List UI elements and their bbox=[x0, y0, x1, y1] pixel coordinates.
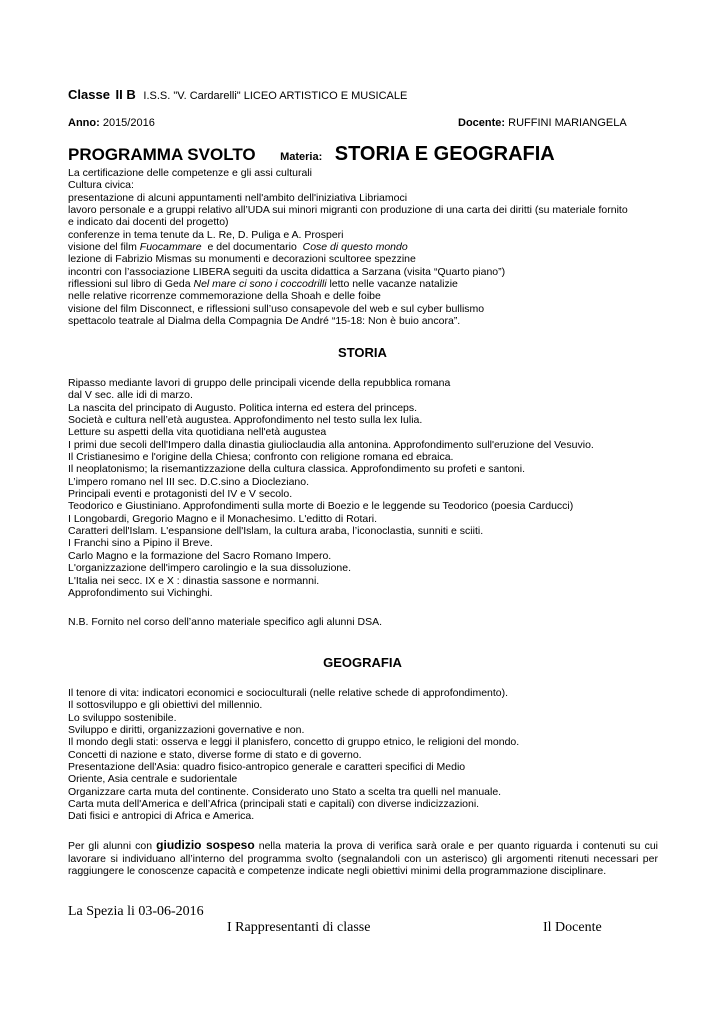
storia-line: I Franchi sino a Pipino il Breve. bbox=[68, 537, 213, 550]
intro-line: Cultura civica: bbox=[68, 179, 134, 192]
geografia-line: Presentazione dell'Asia: quadro fisico-antropico generale e caratteri specifici di Medio bbox=[68, 761, 466, 774]
giudizio-paragraph: Per gli alunni con giudizio sospeso nella materia la prova di verifica sarà orale e per quanto riguarda i contenuti su cui lavorare si individuano all’interno del programma svolto (segnalandoli con un asterisco) gli argomenti ritenuti necessari per raggiungere le conoscenze capacità e competenze indicate negli obiettivi minimi della programmazione disciplinare. bbox=[68, 838, 659, 877]
film-line: visione del film Fuocammare e del documentario Cose di questo mondo bbox=[68, 241, 408, 254]
geografia-line: Oriente, Asia centrale e sudorientale bbox=[68, 773, 238, 786]
intro-line: La certificazione delle competenze e gli assi culturali bbox=[68, 167, 312, 179]
storia-line: Caratteri dell'Islam. L'espansione dell'Islam, la cultura araba, l’iconoclastia, sunniti e sciiti. bbox=[68, 525, 484, 538]
geografia-line: Il sottosviluppo e gli obiettivi del millennio. bbox=[68, 699, 263, 712]
storia-heading: STORIA bbox=[338, 345, 387, 360]
storia-line: dal V sec. alle idi di marzo. bbox=[68, 389, 193, 402]
materia-value: STORIA E GEOGRAFIA bbox=[334, 143, 555, 165]
giudizio-bold: giudizio sospeso bbox=[156, 838, 255, 852]
school-name: I.S.S. "V. Cardarelli" LICEO ARTISTICO E MUSICALE bbox=[143, 90, 408, 102]
film-title: Fuocammare bbox=[139, 241, 202, 254]
geografia-line: Organizzare carta muta del continente. Considerato uno Stato a scelta tra quelli nel manuale. bbox=[68, 785, 502, 798]
classe-label: Classe bbox=[68, 87, 110, 102]
intro-line: lavoro personale e a gruppi relativo all’UDA sui minori migranti con produzione di una carta dei diritti (su materiale fornito bbox=[68, 204, 628, 217]
documentary-title: Cose di questo mondo bbox=[302, 241, 408, 254]
book-title: Nel mare ci sono i coccodrilli bbox=[193, 278, 327, 291]
intro-line: visione del film Disconnect, e riflessioni sull’uso consapevole del web e sul cyber bullismo bbox=[68, 302, 485, 315]
geografia-line: Il mondo degli stati: osserva e leggi il planisfero, concetto di gruppo etnico, le religioni del mondo. bbox=[68, 736, 520, 749]
intro-line: spettacolo teatrale al Dialma della Compagnia De André “15-18: Non è buio ancora”. bbox=[68, 315, 461, 328]
page-title bbox=[68, 143, 555, 166]
storia-line: I primi due secoli dell'Impero dalla dinastia giulioclaudia alla antonina. Approfondimento sull'eruzione del Vesuvio. bbox=[68, 438, 594, 451]
docente-value: RUFFINI MARIANGELA bbox=[508, 117, 627, 129]
geografia-line: Lo sviluppo sostenibile. bbox=[68, 711, 177, 724]
geografia-block bbox=[68, 687, 519, 823]
geografia-line: Carta muta dell'America e dell’Africa (principali stati e capitali) con diverse indicizzazioni. bbox=[68, 798, 480, 811]
storia-line: L'Italia nei secc. IX e X : dinastia sassone e normanni. bbox=[68, 574, 320, 587]
class-line bbox=[68, 87, 407, 102]
dsa-note: N.B. Fornito nel corso dell’anno materiale specifico agli alunni DSA. bbox=[68, 616, 382, 628]
intro-line: e indicato dai docenti del progetto) bbox=[68, 216, 229, 229]
storia-line: I Longobardi, Gregorio Magno e il Monachesimo. L'editto di Rotari. bbox=[68, 512, 378, 525]
anno-line bbox=[68, 117, 155, 130]
geografia-line: Sviluppo e diritti, organizzazioni governative e non. bbox=[68, 724, 305, 737]
geografia-heading: GEOGRAFIA bbox=[323, 655, 402, 670]
storia-line: Approfondimento sui Vichinghi. bbox=[68, 586, 213, 599]
docente-label: Docente: bbox=[458, 117, 506, 129]
place-date: La Spezia li 03-06-2016 bbox=[68, 904, 204, 919]
docente-line bbox=[458, 117, 627, 130]
programma-title: PROGRAMMA SVOLTO bbox=[68, 145, 256, 164]
geografia-line: Dati fisici e antropici di Africa e America. bbox=[68, 810, 255, 823]
storia-line: L'organizzazione dell'impero carolingio e la sua dissoluzione. bbox=[68, 562, 352, 575]
anno-label: Anno: bbox=[68, 117, 100, 129]
storia-line: Carlo Magno e la formazione del Sacro Romano Impero. bbox=[68, 549, 332, 562]
storia-line: Ripasso mediante lavori di gruppo delle principali vicende della repubblica romana bbox=[68, 377, 451, 389]
storia-block bbox=[68, 377, 594, 599]
geda-line: riflessioni sul libro di Geda Nel mare ci sono i coccodrilli letto nelle vacanze natalizie bbox=[68, 278, 458, 291]
geografia-line: Il tenore di vita: indicatori economici e socioculturali (nelle relative schede di approfondimento). bbox=[68, 687, 509, 699]
classe-value: II B bbox=[115, 87, 136, 102]
intro-line: lezione di Fabrizio Mismas su monumenti e decorazioni scultoree spezzine bbox=[68, 253, 416, 266]
storia-line: Il Cristianesimo e l'origine della Chiesa; confronto con religione romana ed ebraica. bbox=[68, 451, 454, 464]
intro-line: nelle relative ricorrenze commemorazione della Shoah e delle foibe bbox=[68, 290, 381, 303]
storia-line: Letture su aspetti della vita quotidiana nell'età augustea bbox=[68, 426, 327, 439]
storia-line: Società e cultura nell’età augustea. Approfondimento nel testo sulla lex Iulia. bbox=[68, 414, 423, 427]
storia-line: Principali eventi e protagonisti del IV e V secolo. bbox=[68, 488, 293, 501]
intro-line: conferenze in tema tenute da L. Re, D. Puliga e A. Prosperi bbox=[68, 228, 344, 241]
storia-line: Il neoplatonismo; la risemantizzazione della cultura classica. Approfondimento su profeti e santoni. bbox=[68, 463, 526, 476]
geografia-line: Concetti di nazione e stato, diverse forme di stato e di governo. bbox=[68, 748, 362, 761]
materia-label: Materia: bbox=[280, 151, 323, 163]
storia-line: Teodorico e Giustiniano. Approfondimenti sulla morte di Boezio e le leggende su Teodorico (poesia Carducci) bbox=[68, 500, 574, 513]
intro-line: incontri con l’associazione LIBERA seguiti da uscita didattica a Sarzana (visita “Quarto piano”) bbox=[68, 265, 506, 278]
intro-block bbox=[68, 167, 628, 327]
rappresentanti-label: I Rappresentanti di classe bbox=[227, 920, 371, 935]
anno-value: 2015/2016 bbox=[102, 117, 155, 129]
storia-line: La nascita del principato di Augusto. Politica interna ed estera del princeps. bbox=[68, 401, 418, 414]
intro-line: presentazione di alcuni appuntamenti nell'ambito dell'iniziativa Libriamoci bbox=[68, 191, 408, 204]
docente-signature-label: Il Docente bbox=[543, 920, 602, 935]
storia-line: L’impero romano nel III sec. D.C.sino a Diocleziano. bbox=[68, 475, 310, 488]
